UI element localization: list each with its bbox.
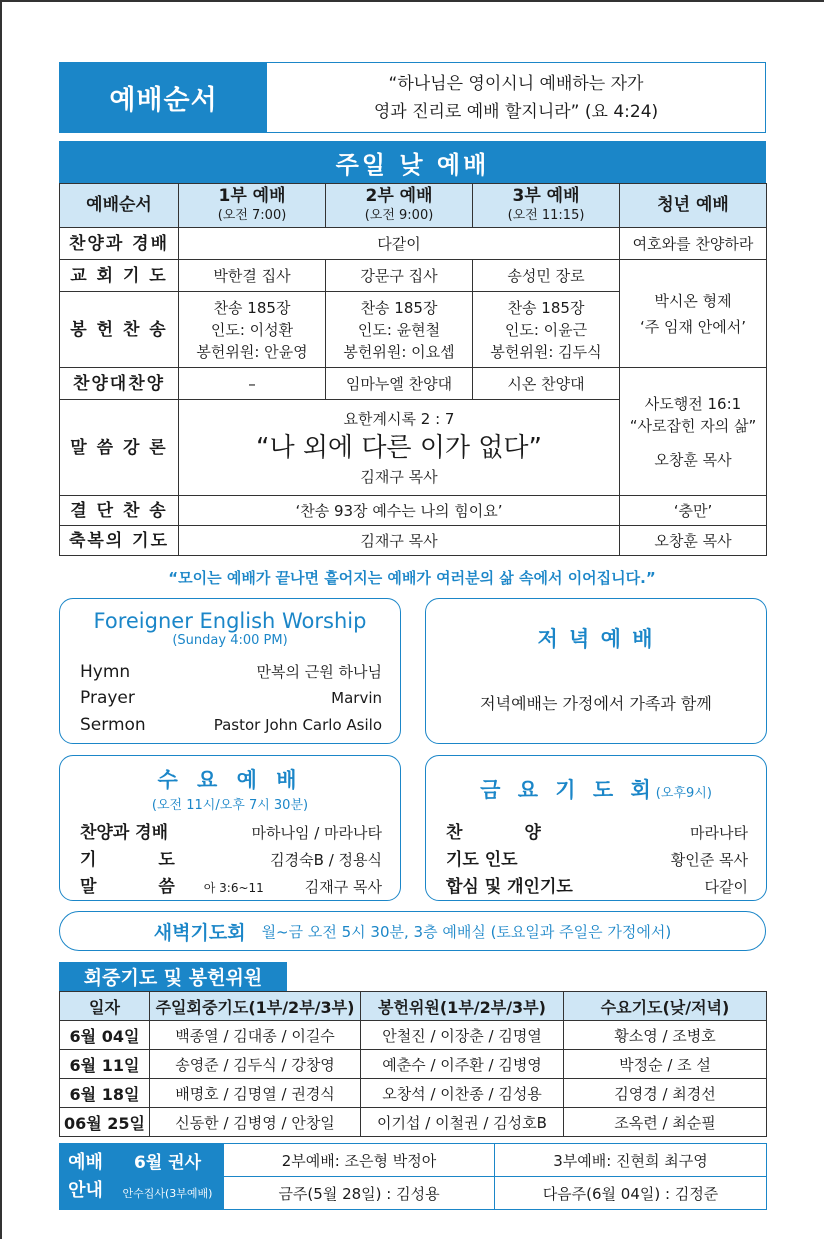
row-label: 교 회 기 도	[60, 260, 179, 292]
sermon-preacher: 김재구 목사	[360, 467, 438, 486]
friday-row: 합심 및 개인기도 다같이	[446, 877, 748, 897]
table-row	[60, 1021, 767, 1050]
tagline: “모이는 예배가 끝나면 흩어지는 예배가 여러분의 삶 속에서 이어집니다.”	[168, 569, 656, 587]
wednesday-row: 말 씀 아 3:6~11 김재구 목사	[80, 877, 382, 897]
row-prayer	[60, 260, 767, 292]
evening-worship-box	[425, 598, 767, 744]
duty-header: 봉헌위원(1부/2부/3부)	[361, 992, 564, 1021]
guide-side-label: 예배 안내	[60, 1144, 112, 1210]
duty-cell: 배명호 / 김명열 / 권경식	[150, 1079, 361, 1108]
duty-date: 6월 11일	[60, 1050, 150, 1079]
col-service-1: 1부 예배 (오전 7:00)	[179, 184, 326, 228]
duty-cell: 예춘수 / 이주환 / 김병영	[361, 1050, 564, 1079]
page-border-top	[0, 0, 824, 2]
dawn-title: 새벽기도회	[153, 921, 246, 944]
wednesday-row: 기 도 김경숙B / 정용식	[80, 850, 382, 870]
dawn-prayer-bar	[59, 911, 766, 951]
evening-title: 저 녁 예 배	[537, 627, 655, 651]
page-border-left	[0, 0, 2, 1239]
duty-header: 주일회중기도(1부/2부/3부)	[150, 992, 361, 1021]
col-order: 예배순서	[60, 184, 179, 228]
friday-prayer-box	[425, 755, 767, 901]
english-time: (Sunday 4:00 PM)	[172, 633, 288, 648]
duty-table	[59, 991, 767, 1137]
row-label: 찬양과 경배	[60, 228, 179, 260]
duty-cell: 이기섭 / 이철권 / 김성호B	[361, 1108, 564, 1137]
row-choir	[60, 368, 767, 400]
english-title: Foreigner English Worship	[93, 609, 367, 633]
wednesday-time: (오전 11시/오후 7시 30분)	[151, 798, 309, 813]
choir-2: 임마누엘 찬양대	[326, 368, 473, 400]
row-label: 말 씀 강 론	[60, 400, 179, 496]
wednesday-title: 수 요 예 배	[157, 768, 303, 792]
english-row: Sermon Pastor John Carlo Asilo	[80, 715, 382, 735]
duty-cell: 신동한 / 김병영 / 안창일	[150, 1108, 361, 1137]
decision-youth: ‘충만’	[620, 496, 767, 526]
order-title: 예배순서	[60, 63, 267, 132]
guide-cell: 2부예배: 조은형 박정아	[224, 1144, 495, 1177]
duty-header-row	[60, 992, 767, 1021]
duty-date: 06월 25일	[60, 1108, 150, 1137]
duty-header: 일자	[60, 992, 150, 1021]
duty-date: 6월 18일	[60, 1079, 150, 1108]
table-row	[60, 1050, 767, 1079]
blessing-main: 김재구 목사	[179, 526, 620, 556]
duty-title: 회중기도 및 봉헌위원	[59, 962, 287, 991]
english-row: Prayer Marvin	[80, 688, 382, 708]
row-praise	[60, 228, 767, 260]
duty-date: 6월 04일	[60, 1021, 150, 1050]
youth-sermon: 사도행전 16:1 “사로잡힌 자의 삶” 오창훈 목사	[620, 368, 767, 496]
offering-2: 찬송 185장 인도: 윤현철 봉헌위원: 이요셉	[326, 292, 473, 368]
duty-cell: 백종열 / 김대종 / 이길수	[150, 1021, 361, 1050]
wednesday-worship-box	[59, 755, 401, 901]
english-row: Hymn 만복의 근원 하나님	[80, 662, 382, 682]
prayer-2: 강문구 집사	[326, 260, 473, 292]
english-list	[80, 661, 382, 742]
friday-title: 금 요 기 도 회(오후9시)	[480, 778, 712, 802]
table-row	[60, 1079, 767, 1108]
praise-youth: 여호와를 찬양하라	[620, 228, 767, 260]
scripture-quote	[267, 63, 765, 132]
guide-cell: 3부예배: 진현희 최구영	[495, 1144, 767, 1177]
row-label: 찬양대찬양	[60, 368, 179, 400]
sermon-scripture: 요한계시록 2 : 7	[343, 409, 455, 428]
duty-cell: 송영준 / 김두식 / 강창영	[150, 1050, 361, 1079]
choir-3: 시온 찬양대	[473, 368, 620, 400]
dawn-text: 월~금 오전 5시 30분, 3층 예배실 (토요일과 주일은 가정에서)	[261, 922, 672, 941]
guide-cell: 다음주(6월 04일) : 김정준	[495, 1177, 767, 1210]
table-row	[60, 1108, 767, 1137]
row-label: 축복의 기도	[60, 526, 179, 556]
decision-main: ‘찬송 93장 예수는 나의 힘이요’	[179, 496, 620, 526]
guide-label-deacon: 안수집사(3부예배)	[112, 1177, 224, 1210]
duty-cell: 박정순 / 조 설	[564, 1050, 767, 1079]
duty-cell: 오창석 / 이찬종 / 김성용	[361, 1079, 564, 1108]
friday-row: 기도 인도 황인준 목사	[446, 850, 748, 870]
guide-cell: 금주(5월 28일) : 김성용	[224, 1177, 495, 1210]
sunday-table	[59, 183, 767, 556]
duty-cell: 황소영 / 조병호	[564, 1021, 767, 1050]
sunday-banner: 주일 낮 예배	[59, 141, 766, 183]
blessing-youth: 오창훈 목사	[620, 526, 767, 556]
guide-row	[60, 1177, 767, 1210]
choir-1: –	[179, 368, 326, 400]
sermon-main	[179, 400, 620, 496]
row-blessing	[60, 526, 767, 556]
duty-cell: 안철진 / 이장춘 / 김명열	[361, 1021, 564, 1050]
quote-line-1: “하나님은 영이시니 예배하는 자가	[388, 73, 644, 94]
row-label: 봉 헌 찬 송	[60, 292, 179, 368]
col-service-2: 2부 예배 (오전 9:00)	[326, 184, 473, 228]
evening-text: 저녁예배는 가정에서 가족과 함께	[480, 694, 712, 713]
row-label: 결 단 찬 송	[60, 496, 179, 526]
praise-main: 다같이	[179, 228, 620, 260]
col-youth: 청년 예배	[620, 184, 767, 228]
duty-cell: 조옥련 / 최순필	[564, 1108, 767, 1137]
youth-speaker: 박시온 형제 ‘주 임재 안에서’	[620, 260, 767, 368]
guide-label-deaconess: 6월 권사	[112, 1144, 224, 1177]
offering-1: 찬송 185장 인도: 이성환 봉헌위원: 안윤영	[179, 292, 326, 368]
prayer-3: 송성민 장로	[473, 260, 620, 292]
friday-row: 찬 양 마라나타	[446, 823, 748, 843]
wednesday-row: 찬양과 경배 마하나임 / 마라나타	[80, 823, 382, 843]
sermon-title: “나 외에 다른 이가 없다”	[255, 432, 543, 463]
wednesday-list	[80, 818, 382, 899]
friday-list	[446, 818, 748, 899]
duty-header: 수요기도(낮/저녁)	[564, 992, 767, 1021]
order-header	[59, 62, 766, 133]
service-guide-table	[59, 1143, 767, 1210]
english-worship-box	[59, 598, 401, 744]
col-service-3: 3부 예배 (오전 11:15)	[473, 184, 620, 228]
guide-row	[60, 1144, 767, 1177]
offering-3: 찬송 185장 인도: 이윤근 봉헌위원: 김두식	[473, 292, 620, 368]
sunday-header-row	[60, 184, 767, 228]
quote-line-2: 영과 진리로 예배 할지니라” (요 4:24)	[373, 101, 659, 122]
prayer-1: 박한결 집사	[179, 260, 326, 292]
row-decision	[60, 496, 767, 526]
duty-cell: 김영경 / 최경선	[564, 1079, 767, 1108]
